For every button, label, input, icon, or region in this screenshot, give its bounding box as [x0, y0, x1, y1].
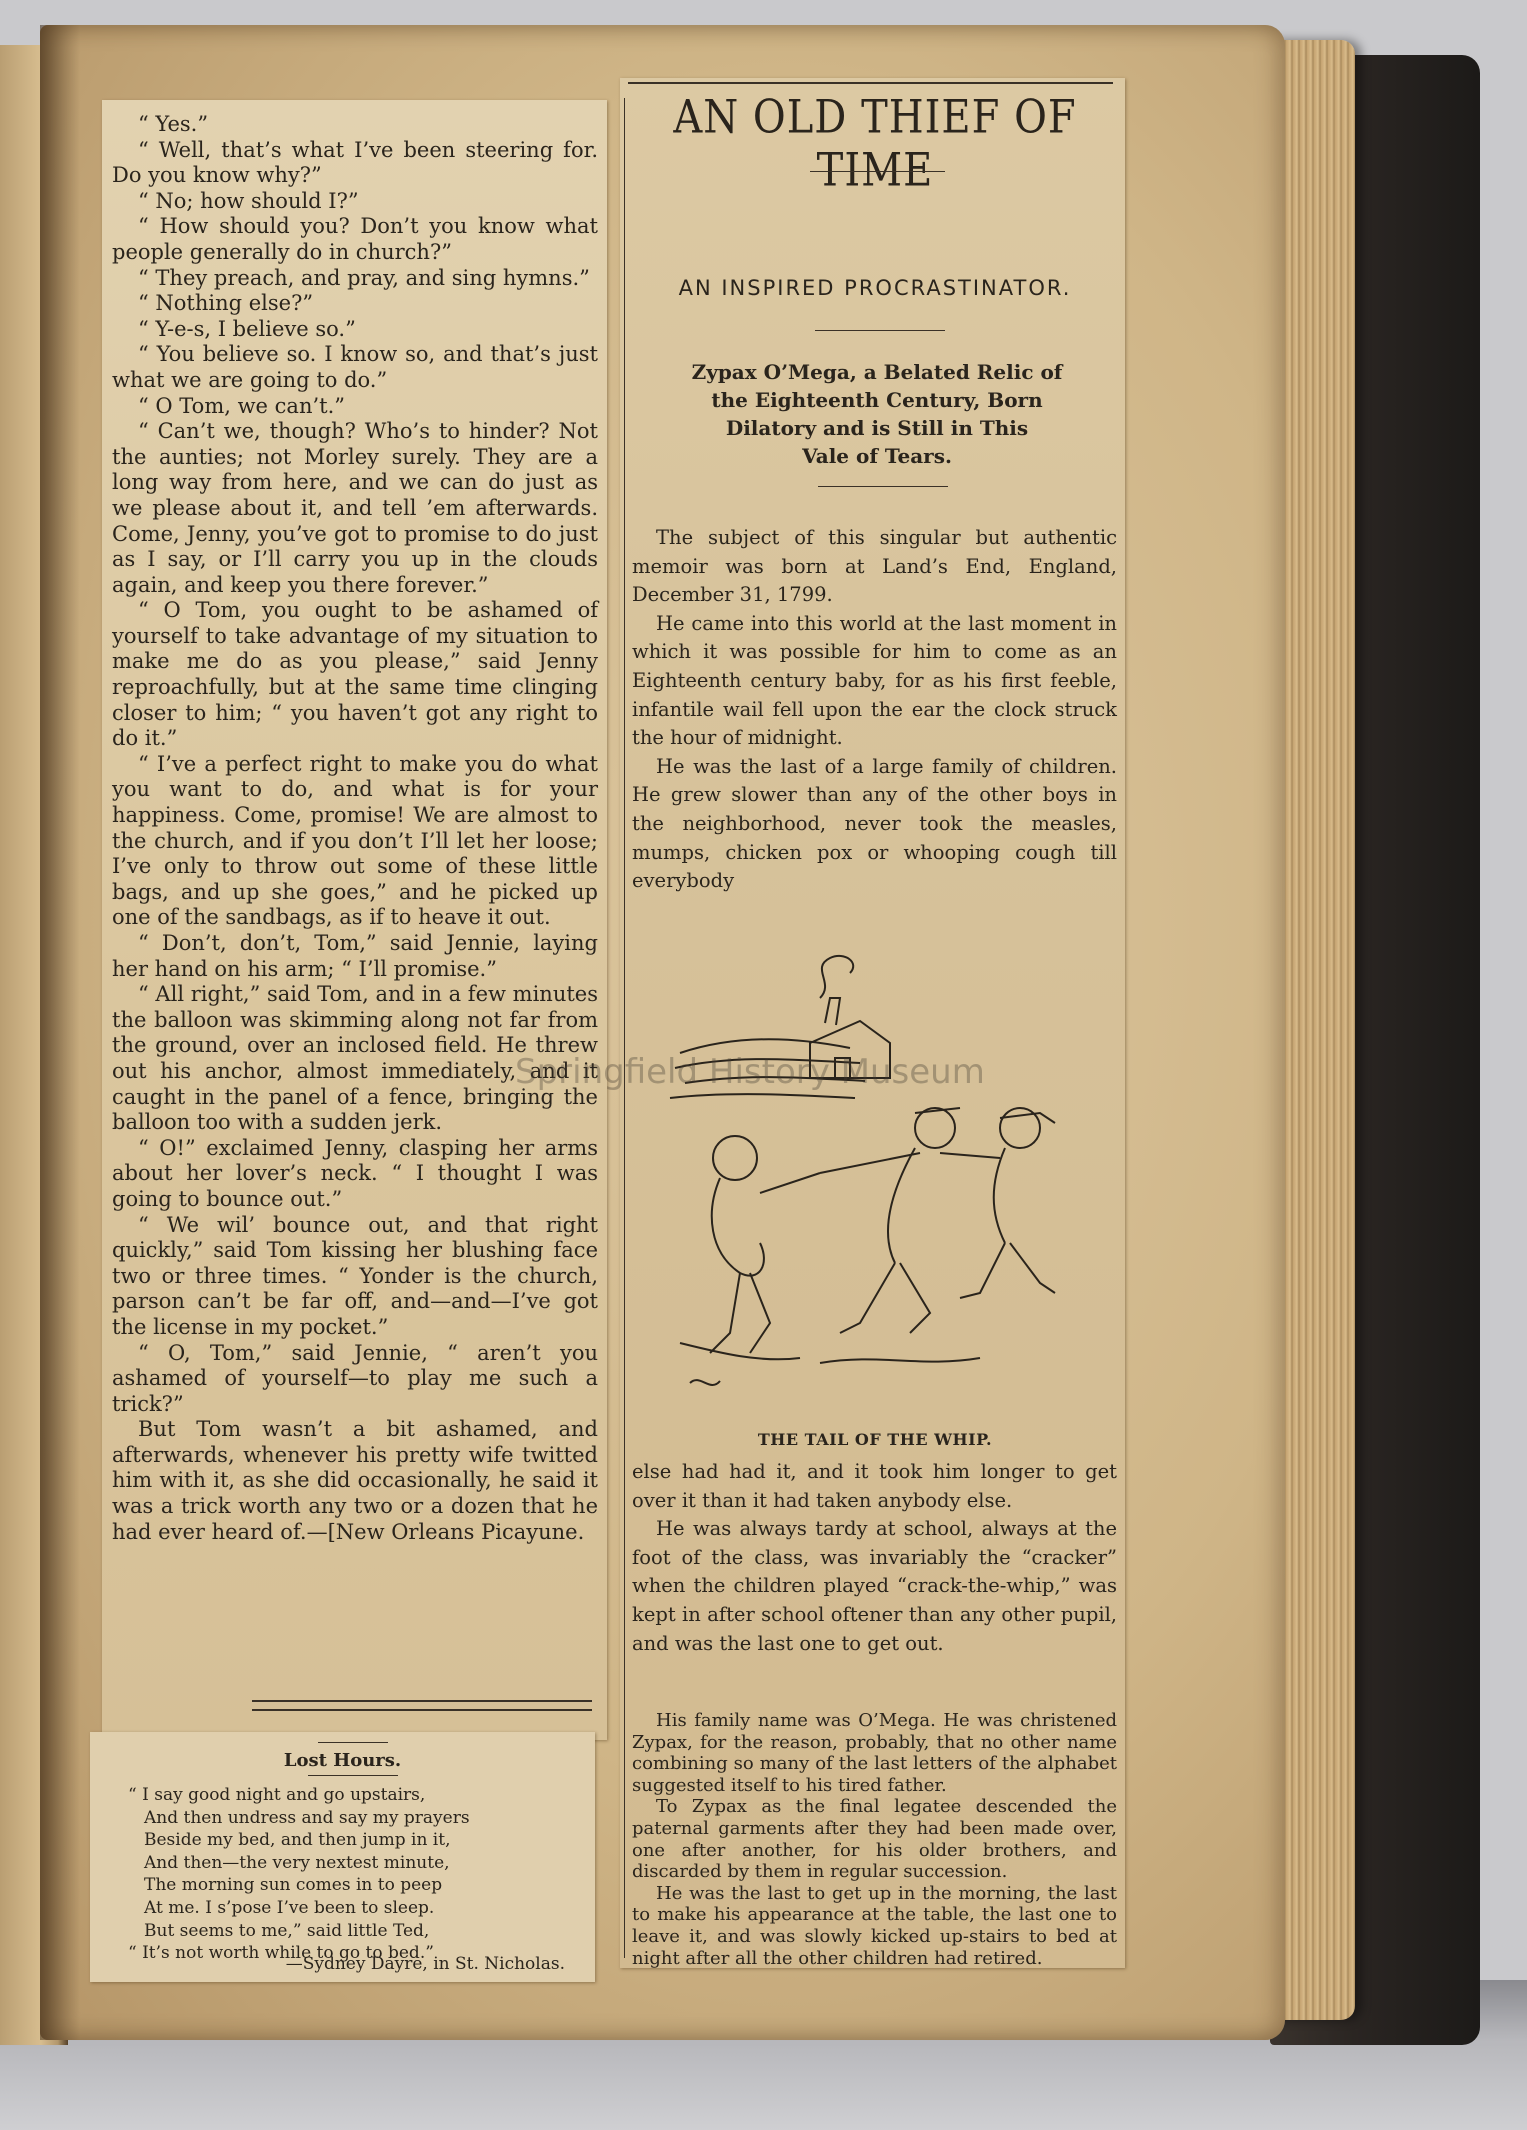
- story-paragraph: “ Nothing else?”: [138, 291, 314, 316]
- page-gutter: [40, 25, 80, 2040]
- whip-illustration: [660, 913, 1100, 1413]
- poem-clipping: [90, 1732, 595, 1982]
- poem-title: Lost Hours.: [283, 1750, 402, 1771]
- story-paragraph: But Tom wasn’t a bit ashamed, and afterwards, whenever his pretty wife twitted him with it, as she did occasionally, he said it was a trick worth any two or a dozen that he had ever heard of.—[New Orleans Picayune.: [112, 1417, 598, 1544]
- story-paragraph: “ Y-e-s, I believe so.”: [138, 316, 356, 341]
- article-subtitle: AN INSPIRED PROCRASTINATOR.: [678, 276, 1072, 300]
- poem-credit: —Sydney Dayre, in St. Nicholas.: [285, 1954, 565, 1974]
- deck-rule: [818, 486, 948, 487]
- watermark-text: Springfield History Museum: [515, 1052, 985, 1092]
- article-paragraph: else had had it, and it took him longer to get over it than it had taken anybody else.: [632, 1460, 1117, 1512]
- deck-line: Vale of Tears.: [802, 444, 952, 468]
- deck-line: Zypax O’Mega, a Belated Relic of: [691, 360, 1063, 384]
- article-top-rule: [628, 82, 1113, 84]
- article-paragraph: He came into this world at the last moment in which it was possible for him to come as an Eighteenth century baby, for as his first feeble, infantile wail fell upon the ear the clock struck the hour of midnight.: [632, 611, 1117, 750]
- story-text: [112, 112, 598, 1545]
- title-rule: [810, 171, 945, 172]
- story-paragraph: “ O Tom, we can’t.”: [138, 393, 345, 418]
- story-paragraph: “ They preach, and pray, and sing hymns.”: [138, 265, 590, 290]
- story-paragraph: “ How should you? Don’t you know what people generally do in church?”: [112, 214, 598, 264]
- deck-line: Dilatory and is Still in This: [725, 416, 1029, 440]
- story-paragraph: “ Well, that’s what I’ve been steering for. Do you know why?”: [112, 137, 598, 188]
- poem-line: And then undress and say my prayers: [144, 1807, 470, 1828]
- story-paragraph: “ O!” exclaimed Jenny, clasping her arms about her lover’s neck. “ I thought I was going to bounce out.”: [112, 1135, 598, 1211]
- article-body-middle: [632, 1458, 1117, 1658]
- story-paragraph: “ O, Tom,” said Jennie, “ aren’t you ashamed of yourself—to play me such a trick?”: [112, 1340, 598, 1416]
- article-title: AN OLD THIEF OF TIME: [673, 91, 1077, 197]
- poem-line: At me. I s’pose I’ve been to sleep.: [144, 1897, 435, 1918]
- poem-line: Beside my bed, and then jump in it,: [144, 1830, 451, 1851]
- article-paragraph: He was the last to get up in the morning, the last to make his appearance at the table, the last one to leave it, and was slowly kicked up-stairs to bed at night after all the other children had retired.: [632, 1882, 1117, 1969]
- article-clipping: [620, 78, 1125, 1968]
- article-deck: [632, 358, 1122, 470]
- article-body-bottom: [632, 1710, 1117, 1969]
- story-paragraph: “ Can’t we, though? Who’s to hinder? Not the aunties; not Morley surely. They are a long way from here, and we can do just as we please about it, and tell ’em afterwards. Come, Jenny, you’ve got to promise to do just as I say, or I’ll carry you up in the clouds again, and keep you there forever.”: [112, 419, 598, 597]
- article-paragraph: To Zypax as the final legatee descended the paternal garments after they had been made over, one after another, for his older brothers, and discarded by them in regular succession.: [632, 1796, 1117, 1883]
- article-paragraph: He was the last of a large family of children. He grew slower than any of the other boys in the neighborhood, never took the measles, mumps, chicken pox or whooping cough till everybody: [632, 754, 1117, 893]
- poem-line: And then—the very nextest minute,: [144, 1852, 450, 1873]
- poem-lines: [128, 1784, 598, 1965]
- poem-title-rule: [308, 1775, 398, 1776]
- poem-line: “ I say good night and go upstairs,: [128, 1785, 426, 1805]
- subtitle-rule: [815, 330, 945, 331]
- article-body-top: [632, 524, 1117, 896]
- story-paragraph: “ Don’t, don’t, Tom,” said Jennie, laying her hand on his arm; “ I’ll promise.”: [112, 931, 598, 981]
- illustration-caption: THE TAIL OF THE WHIP.: [757, 1430, 993, 1449]
- article-paragraph: The subject of this singular but authentic memoir was born at Land’s End, England, December 31, 1799.: [632, 526, 1117, 607]
- story-paragraph: “ Yes.”: [138, 112, 209, 136]
- column-rule: [624, 98, 625, 1958]
- poem-top-rule: [318, 1742, 388, 1743]
- story-paragraph: “ I’ve a perfect right to make you do what you want to do, and what is for your happiness. Come, promise! We are almost to the church, and if you don’t I’ll let her loose; I’ve only to throw out some of these little bags, and up she goes,” and he picked up one of the sandbags, as if to heave it out.: [112, 751, 598, 930]
- article-paragraph: He was always tardy at school, always at the foot of the class, was invariably the “cracker” when the children played “crack-the-whip,” was kept in after school oftener than any other pupil, and was the last one to get out.: [632, 1517, 1117, 1655]
- story-clipping: [102, 100, 607, 1740]
- story-paragraph: “ O Tom, you ought to be ashamed of yourself to take advantage of my situation to make me do as you please,” said Jenny reproachfully, but at the same time clinging closer to him; “ you haven’t got any right to do it.”: [112, 598, 598, 751]
- poem-line: “ It’s not worth while to go to bed.”: [128, 1943, 434, 1964]
- poem-line: But seems to me,” said little Ted,: [144, 1920, 430, 1941]
- poem-line: The morning sun comes in to peep: [144, 1875, 443, 1896]
- story-paragraph: “ No; how should I?”: [138, 188, 359, 213]
- story-paragraph: “ We wil’ bounce out, and that right quickly,” said Tom kissing her blushing face two or three times. “ Yonder is the church, parson can’t be far off, and—and—I’ve got the license in my pocket.”: [112, 1212, 598, 1339]
- end-rule: [252, 1700, 592, 1711]
- story-paragraph: “ You believe so. I know so, and that’s just what we are going to do.”: [112, 342, 598, 392]
- story-paragraph: “ All right,” said Tom, and in a few minutes the balloon was skimming along not far from the ground, over an inclosed field. He threw out his anchor, almost immediately, and it caught in the panel of a fence, bringing the balloon too with a sudden jerk.: [112, 982, 598, 1135]
- deck-line: the Eighteenth Century, Born: [711, 388, 1043, 412]
- article-paragraph: His family name was O’Mega. He was christened Zypax, for the reason, probably, that no other name combining so many of the last letters of the alphabet suggested itself to his tired father.: [632, 1710, 1117, 1796]
